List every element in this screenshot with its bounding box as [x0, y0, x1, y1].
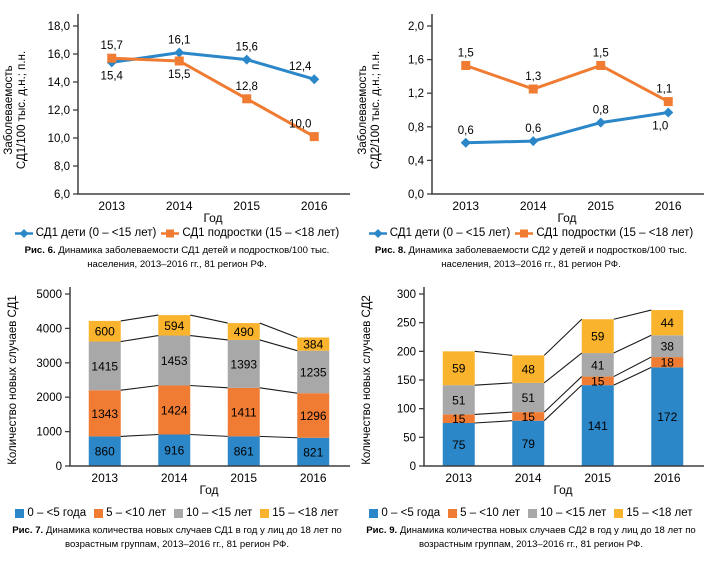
y-axis-title: Количество новых случаев СД2 [361, 295, 373, 465]
bar-value-label: 860 [94, 444, 115, 459]
x-axis-title: Год [203, 211, 223, 225]
legend-label: 0 – <5 года [27, 507, 87, 519]
x-tick-label: 2014 [514, 471, 542, 485]
connector-line [260, 388, 298, 393]
legend-item [614, 507, 692, 519]
legend-item [528, 507, 606, 519]
bar-value-label: 38 [660, 339, 674, 354]
legend-label: СД1 дети (0 – <15 лет) [389, 227, 511, 239]
bar-value-label: 75 [452, 438, 466, 452]
connector-line [544, 377, 582, 413]
panel-fig7 [0, 280, 354, 561]
legend-item [369, 227, 511, 239]
y-axis-title: Заболеваемость [3, 65, 15, 155]
bar-value-label: 141 [587, 419, 608, 434]
y-tick-label: 200 [396, 346, 416, 359]
legend-swatch-icon [174, 509, 183, 518]
fig6-caption-text: Динамика заболеваемости СД1 детей и подростков/100 тыс. населения, 2013–2016 гг., 81 регион РФ. [58, 245, 330, 270]
x-axis-title: Год [557, 211, 577, 225]
panel-fig9 [354, 280, 708, 561]
bar-value-label: 1453 [160, 354, 188, 369]
connector-line [475, 383, 513, 385]
square-marker-icon [242, 94, 251, 103]
square-marker-icon [175, 57, 184, 66]
bar-value-label: 18 [660, 355, 674, 370]
x-tick-label: 2016 [300, 199, 328, 213]
bar-value-label: 48 [521, 362, 535, 377]
diamond-legend-marker-icon [15, 228, 33, 239]
data-label: 16,1 [168, 34, 191, 47]
y-axis-title: Количество новых случаев СД1 [7, 295, 19, 465]
fig7-caption-label: Рис. 7. [12, 525, 44, 536]
legend-swatch-icon [260, 509, 269, 518]
y-tick-label: 10,0 [47, 133, 70, 145]
fig8-line-chart [354, 0, 708, 226]
axes [432, 14, 704, 194]
x-tick-label: 2014 [165, 199, 193, 213]
plot-area [7, 287, 350, 497]
connector-line [121, 386, 159, 391]
y-axis-title: СД2/100 тыс. д.н.; п.н. [370, 50, 382, 170]
y-tick-label: 18,0 [47, 21, 70, 33]
panel-fig6 [0, 0, 354, 280]
connector-line [260, 340, 298, 351]
connector-line [190, 315, 228, 323]
legend-swatch-icon [15, 509, 24, 518]
plot-area [3, 14, 350, 225]
y-tick-label: 4000 [36, 323, 62, 336]
connector-line [121, 336, 159, 342]
x-tick-label: 2015 [584, 471, 612, 485]
y-tick-label: 3000 [36, 357, 62, 370]
fig9-legend [369, 507, 692, 519]
legend-swatch-icon [528, 509, 537, 518]
bar-value-label: 594 [164, 318, 185, 333]
fig6-caption [11, 244, 343, 272]
data-label: 15,7 [100, 40, 123, 53]
legend-label: 10 – <15 лет [540, 507, 607, 519]
connector-line [544, 319, 582, 355]
square-legend-marker-icon [161, 228, 179, 239]
connector-line [190, 434, 228, 436]
legend-swatch-icon [448, 509, 457, 518]
connector-line [544, 353, 582, 383]
bar-value-label: 15 [591, 374, 605, 389]
plot-area [357, 14, 704, 225]
square-marker-icon [596, 61, 605, 70]
series-line [466, 65, 669, 101]
legend-label: 15 – <18 лет [626, 507, 693, 519]
legend-item [260, 507, 338, 519]
y-tick-label: 300 [396, 289, 416, 301]
legend-label: 0 – <5 года [381, 507, 441, 519]
bar-value-label: 59 [591, 329, 605, 344]
square-marker-icon [461, 61, 470, 70]
data-label: 1,5 [457, 47, 474, 60]
diamond-marker-icon [174, 48, 184, 58]
diamond-marker-icon [596, 118, 606, 128]
diamond-marker-icon [309, 74, 319, 84]
bar-value-label: 59 [452, 361, 466, 376]
bar-value-label: 41 [591, 358, 605, 373]
legend-label: 5 – <10 лет [106, 507, 166, 519]
connector-line [475, 351, 513, 355]
legend-label: СД1 дети (0 – <15 лет) [35, 227, 157, 239]
x-tick-label: 2013 [91, 471, 119, 485]
square-marker-icon [529, 85, 538, 94]
y-tick-label: 1,2 [408, 88, 424, 101]
data-label: 10,0 [289, 118, 312, 131]
diamond-marker-icon [663, 108, 673, 118]
y-tick-label: 0 [409, 461, 416, 473]
fig9-caption-label: Рис. 9. [366, 525, 398, 536]
legend-label: 15 – <18 лет [272, 507, 339, 519]
x-axis-title: Год [553, 483, 573, 497]
x-tick-label: 2013 [98, 199, 126, 213]
square-marker-icon [310, 132, 319, 141]
connector-line [260, 323, 298, 337]
bar-value-label: 490 [233, 324, 254, 339]
bar-value-label: 44 [660, 316, 674, 331]
legend-item [161, 227, 339, 239]
y-tick-label: 100 [396, 403, 416, 416]
data-label: 1,0 [652, 120, 669, 133]
series-line [112, 53, 315, 80]
y-tick-label: 6,0 [54, 189, 70, 201]
fig8-caption-label: Рис. 8. [374, 245, 406, 256]
bar-value-label: 1343 [91, 406, 119, 421]
legend-item [94, 507, 166, 519]
bar-value-label: 384 [303, 337, 324, 352]
data-label: 15,6 [235, 41, 258, 54]
legend-item [515, 227, 693, 239]
legend-item [15, 507, 86, 519]
y-tick-label: 250 [396, 317, 416, 330]
legend-label: 5 – <10 лет [460, 507, 520, 519]
x-tick-label: 2015 [233, 199, 261, 213]
x-axis-title: Год [199, 483, 219, 497]
x-tick-label: 2014 [519, 199, 547, 213]
square-legend-marker-icon [515, 228, 533, 239]
bar-value-label: 51 [452, 393, 466, 408]
fig6-line-chart [0, 0, 354, 226]
connector-line [475, 421, 513, 423]
diamond-legend-marker-icon [369, 228, 387, 239]
bar-value-label: 1235 [299, 365, 327, 380]
y-tick-label: 5000 [36, 289, 62, 301]
x-tick-label: 2013 [452, 199, 480, 213]
legend-swatch-icon [369, 509, 378, 518]
y-tick-label: 12,0 [47, 105, 70, 117]
y-tick-label: 0,4 [408, 155, 424, 168]
data-label: 0,6 [525, 123, 542, 136]
fig6-caption-label: Рис. 6. [24, 245, 56, 256]
fig7-caption [11, 524, 343, 552]
bar-value-label: 1296 [299, 408, 327, 423]
y-tick-label: 14,0 [47, 77, 70, 89]
fig8-legend [369, 227, 693, 239]
connector-line [614, 357, 652, 376]
y-tick-label: 150 [396, 375, 416, 387]
x-tick-label: 2013 [445, 471, 473, 485]
x-tick-label: 2016 [299, 471, 327, 485]
x-tick-label: 2014 [160, 471, 188, 485]
data-label: 1,3 [525, 71, 542, 83]
y-tick-label: 16,0 [47, 49, 70, 61]
y-tick-label: 0,0 [408, 189, 424, 201]
connector-line [260, 436, 298, 437]
y-tick-label: 1000 [36, 426, 62, 439]
x-tick-label: 2015 [587, 199, 615, 213]
fig8-caption [365, 244, 697, 272]
y-tick-label: 8,0 [54, 161, 70, 173]
bar-value-label: 15 [521, 409, 535, 424]
diamond-marker-icon [242, 55, 252, 65]
legend-item [369, 507, 440, 519]
connector-line [190, 336, 228, 340]
data-label: 15,4 [100, 70, 123, 83]
legend-swatch-icon [94, 509, 103, 518]
data-label: 1,1 [656, 83, 673, 96]
fig9-stacked-bar-chart [354, 280, 708, 506]
bar-value-label: 861 [233, 444, 254, 459]
fig7-stacked-bar-chart [0, 280, 354, 506]
fig7-caption-text: Динамика количества новых случаев СД1 в год у лиц до 18 лет по возрастным группам, 2013–2016 гг., 81 регион РФ. [45, 525, 342, 550]
x-tick-label: 2016 [653, 471, 681, 485]
bar-value-label: 1424 [160, 403, 188, 418]
bar-value-label: 916 [164, 443, 185, 458]
y-tick-label: 50 [403, 432, 416, 445]
y-tick-label: 2,0 [408, 21, 424, 33]
legend-swatch-icon [614, 509, 623, 518]
square-marker-icon [664, 97, 673, 106]
bar-value-label: 51 [521, 390, 535, 405]
bar-value-label: 1415 [91, 359, 119, 374]
connector-line [121, 315, 159, 321]
connector-line [614, 335, 652, 353]
square-marker-icon [107, 54, 116, 63]
bar-value-label: 600 [94, 324, 115, 339]
legend-item [15, 227, 157, 239]
fig9-caption [365, 524, 697, 552]
y-axis-title: Заболеваемость [357, 65, 369, 155]
connector-line [544, 385, 582, 421]
connector-line [190, 386, 228, 388]
diamond-marker-icon [461, 138, 471, 148]
data-label: 12,4 [289, 61, 312, 74]
fig6-legend [15, 227, 339, 239]
legend-label: СД1 подростки (15 – <18 лет) [536, 227, 694, 239]
bar-value-label: 15 [452, 412, 466, 427]
connector-line [475, 412, 513, 414]
data-label: 15,5 [168, 69, 191, 81]
legend-label: 10 – <15 лет [186, 507, 253, 519]
x-tick-label: 2016 [654, 199, 682, 213]
y-tick-label: 0,8 [408, 121, 424, 134]
x-tick-label: 2015 [230, 471, 258, 485]
series-line [466, 113, 669, 143]
bar-value-label: 79 [521, 436, 535, 451]
bar-value-label: 821 [303, 445, 324, 460]
fig9-caption-text: Динамика количества новых случаев СД2 в год у лиц до 18 лет по возрастным группам, 2013–2016 гг., 81 регион РФ. [399, 525, 696, 550]
plot-area [361, 287, 704, 497]
legend-item [174, 507, 252, 519]
bar-value-label: 1411 [230, 405, 257, 420]
panel-fig8 [354, 0, 708, 280]
y-axis-title: СД1/100 тыс. д.н.; п.н. [16, 50, 28, 170]
y-tick-label: 1,6 [408, 54, 424, 67]
connector-line [614, 310, 652, 319]
diamond-marker-icon [528, 136, 538, 146]
bar-value-label: 172 [657, 410, 678, 425]
data-label: 0,6 [457, 124, 474, 137]
data-label: 12,8 [235, 80, 258, 93]
fig7-legend [15, 507, 338, 519]
bar-value-label: 1393 [230, 357, 258, 372]
legend-item [448, 507, 520, 519]
legend-label: СД1 подростки (15 – <18 лет) [182, 227, 340, 239]
connector-line [121, 434, 159, 436]
y-tick-label: 2000 [36, 392, 62, 405]
data-label: 1,5 [592, 47, 609, 60]
fig8-caption-text: Динамика заболеваемости СД2 у детей и подростков/100 тыс. населения, 2013–2016 гг., 81 регион РФ. [408, 245, 688, 270]
connector-line [614, 367, 652, 385]
data-label: 0,8 [592, 104, 609, 117]
y-tick-label: 0 [55, 461, 62, 473]
